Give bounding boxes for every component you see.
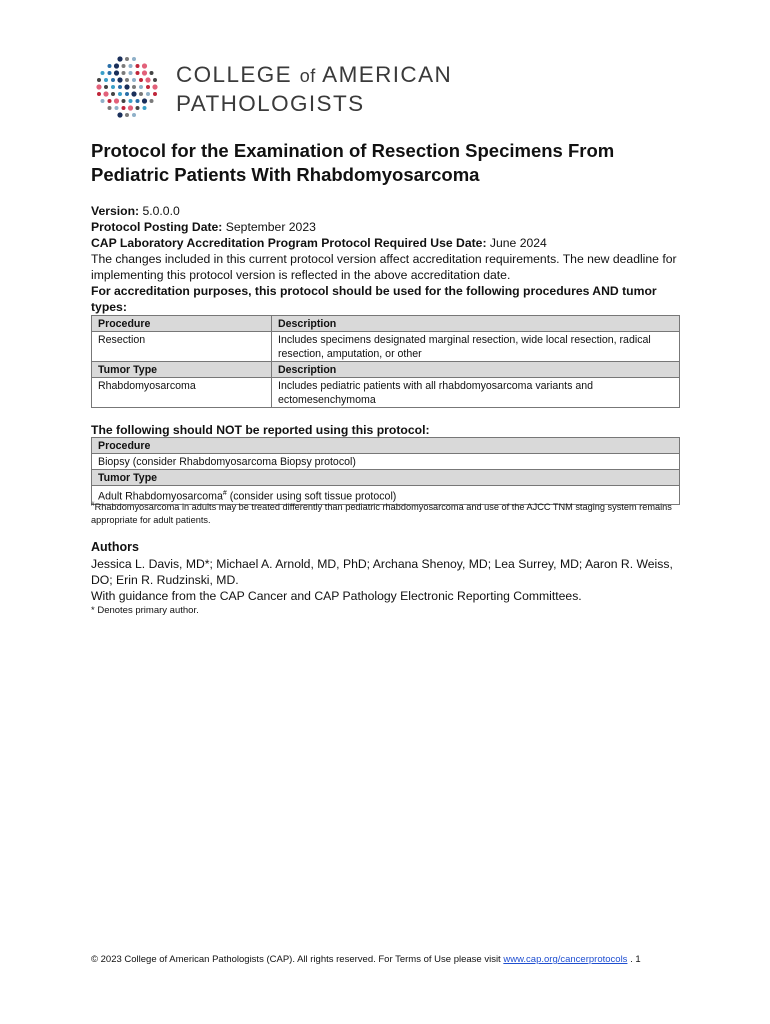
- table-row: [92, 454, 680, 470]
- description-header: Description: [272, 316, 680, 332]
- procedure-header: Procedure: [92, 438, 680, 454]
- excluded-table: [91, 437, 680, 505]
- excluded-tumor-cell: Adult Rhabdomyosarcoma# (consider using soft tissue protocol): [92, 486, 680, 505]
- logo-wordmark: COLLEGE of AMERICAN PATHOLOGISTS: [176, 62, 453, 116]
- tumor-type-header: Tumor Type: [92, 470, 680, 486]
- table-header-row: [92, 470, 680, 486]
- table-header-row: [92, 316, 680, 332]
- protocol-meta: [91, 203, 691, 315]
- page-footer: © 2023 College of American Pathologists (CAP). All rights reserved. For Terms of Use please visit www.cap.org/cancerprotocols . 1: [91, 954, 641, 965]
- procedure-header: Procedure: [92, 316, 272, 332]
- cap-logo: [94, 55, 514, 119]
- tumor-type-cell: Rhabdomyosarcoma: [92, 378, 272, 408]
- table-row: [92, 378, 680, 408]
- accreditation-purposes: For accreditation purposes, this protocol should be used for the following procedures AND tumor types:: [91, 284, 657, 314]
- guidance-text: With guidance from the CAP Cancer and CAP Pathology Electronic Reporting Committees.: [91, 589, 582, 603]
- procedures-table: [91, 315, 680, 408]
- table-header-row: [92, 438, 680, 454]
- cap-dots-logo-icon: [94, 55, 160, 119]
- changes-text: The changes included in this current protocol version affect accreditation requirements. The new deadline for implementing this protocol version is reflected in the above accreditation date.: [91, 252, 677, 282]
- procedure-cell: Resection: [92, 332, 272, 362]
- page-number: . 1: [627, 954, 641, 965]
- table-row: [92, 332, 680, 362]
- posting-date-line: Protocol Posting Date: September 2023: [91, 220, 316, 234]
- cancer-protocols-link[interactable]: www.cap.org/cancerprotocols: [503, 954, 628, 965]
- cap-required-date-line: CAP Laboratory Accreditation Program Protocol Required Use Date: June 2024: [91, 236, 547, 250]
- footnote: #Rhabdomyosarcoma in adults may be treated differently than pediatric rhabdomyosarcoma and use of the AJCC TNM staging system remains appropriate for adult patients.: [91, 501, 672, 525]
- authors-heading: Authors: [91, 540, 139, 554]
- description-header: Description: [272, 362, 680, 378]
- tumor-description-cell: Includes pediatric patients with all rhabdomyosarcoma variants and ectomesenchymoma: [272, 378, 680, 408]
- page-title: Protocol for the Examination of Resection Specimens From Pediatric Patients With Rhabdomyosarcoma: [91, 140, 615, 185]
- version-line: Version: 5.0.0.0: [91, 204, 180, 218]
- excluded-procedure-cell: Biopsy (consider Rhabdomyosarcoma Biopsy protocol): [92, 454, 680, 470]
- primary-author-note: * Denotes primary author.: [91, 605, 199, 616]
- authors-names: Jessica L. Davis, MD*; Michael A. Arnold, MD, PhD; Archana Shenoy, MD; Lea Surrey, MD; Aaron R. Weiss, DO; Erin R. Rudzinski, MD.: [91, 557, 673, 587]
- not-reported-heading: The following should NOT be reported using this protocol:: [91, 423, 430, 437]
- tumor-type-header: Tumor Type: [92, 362, 272, 378]
- table-header-row: [92, 362, 680, 378]
- procedure-description-cell: Includes specimens designated marginal resection, wide local resection, radical resection, amputation, or other: [272, 332, 680, 362]
- authors-list: [91, 556, 681, 604]
